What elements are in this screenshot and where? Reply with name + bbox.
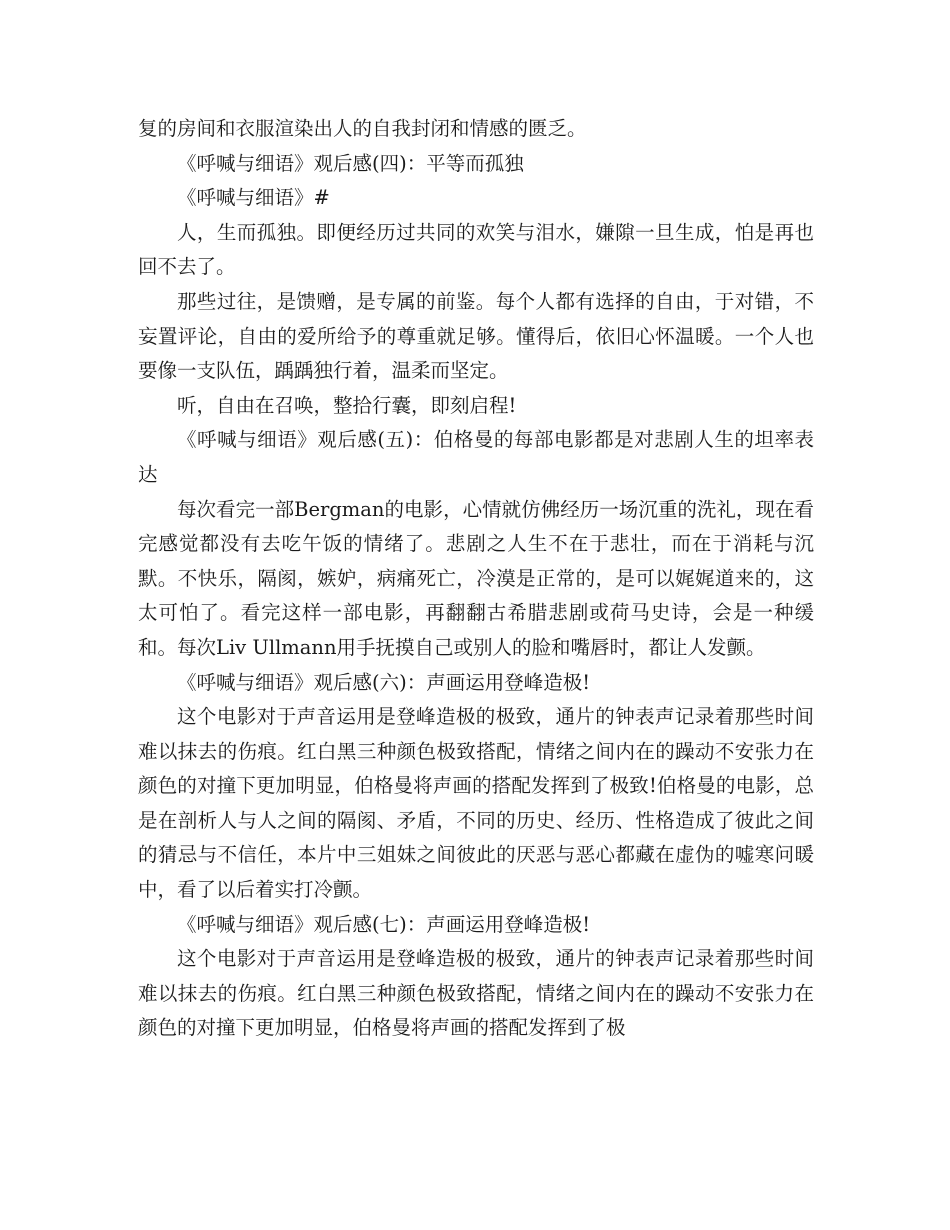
paragraph-sound-7: 这个电影对于声音运用是登峰造极的极致，通片的钟表声记录着那些时间难以抹去的伤痕。红白黑三种颜色极致搭配，情绪之间内在的躁动不安张力在颜色的对撞下更加明显，伯格曼将声画的搭配发挥到了极	[138, 947, 814, 1040]
paragraph-sound-6: 这个电影对于声音运用是登峰造极的极致，通片的钟表声记录着那些时间难以抹去的伤痕。红白黑三种颜色极致搭配，情绪之间内在的躁动不安张力在颜色的对撞下更加明显，伯格曼将声画的搭配发挥到了极致!伯格曼的电影，总是在剖析人与人之间的隔阂、矛盾，不同的历史、经历、性格造成了彼此之间的猜忌与不信任，本片中三姐妹之间彼此的厌恶与恶心都藏在虚伪的嘘寒问暖中，看了以后着实打冷颤。	[138, 705, 814, 902]
heading-review-4: 《呼喊与细语》观后感(四)：平等而孤独	[177, 151, 524, 175]
heading-review-5: 《呼喊与细语》观后感(五)：伯格曼的每部电影都是对悲剧人生的坦率表达	[138, 428, 814, 486]
heading-review-6: 《呼喊与细语》观后感(六)：声画运用登峰造极!	[177, 670, 591, 694]
paragraph-solitude: 人，生而孤独。即便经历过共同的欢笑与泪水，嫌隙一旦生成，怕是再也回不去了。	[138, 220, 814, 279]
document-page	[138, 112, 814, 1046]
paragraph-bergman: 每次看完一部Bergman的电影，心情就仿佛经历一场沉重的洗礼，现在看完感觉都没有去吃午饭的情绪了。悲剧之人生不在于悲壮，而在于消耗与沉默。不快乐，隔阂，嫉妒，病痛死亡，冷漠是正常的，是可以娓娓道来的，这太可怕了。看完这样一部电影，再翻翻古希腊悲剧或荷马史诗，会是一种缓和。每次Liv Ullmann用手抚摸自己或别人的脸和嘴唇时，都让人发颤。	[138, 497, 814, 659]
paragraph-freedom: 听，自由在召唤，整拾行囊，即刻启程!	[177, 393, 517, 417]
paragraph-past: 那些过往，是馈赠，是专属的前鉴。每个人都有选择的自由，于对错，不妄置评论，自由的爱所给予的尊重就足够。懂得后，依旧心怀温暖。一个人也要像一支队伍，踽踽独行着，温柔而坚定。	[138, 289, 814, 383]
paragraph-continuation: 复的房间和衣服渲染出人的自我封闭和情感的匮乏。	[138, 117, 587, 140]
paragraph-hashtag: 《呼喊与细语》#	[177, 186, 330, 210]
heading-review-7: 《呼喊与细语》观后感(七)：声画运用登峰造极!	[177, 912, 591, 936]
